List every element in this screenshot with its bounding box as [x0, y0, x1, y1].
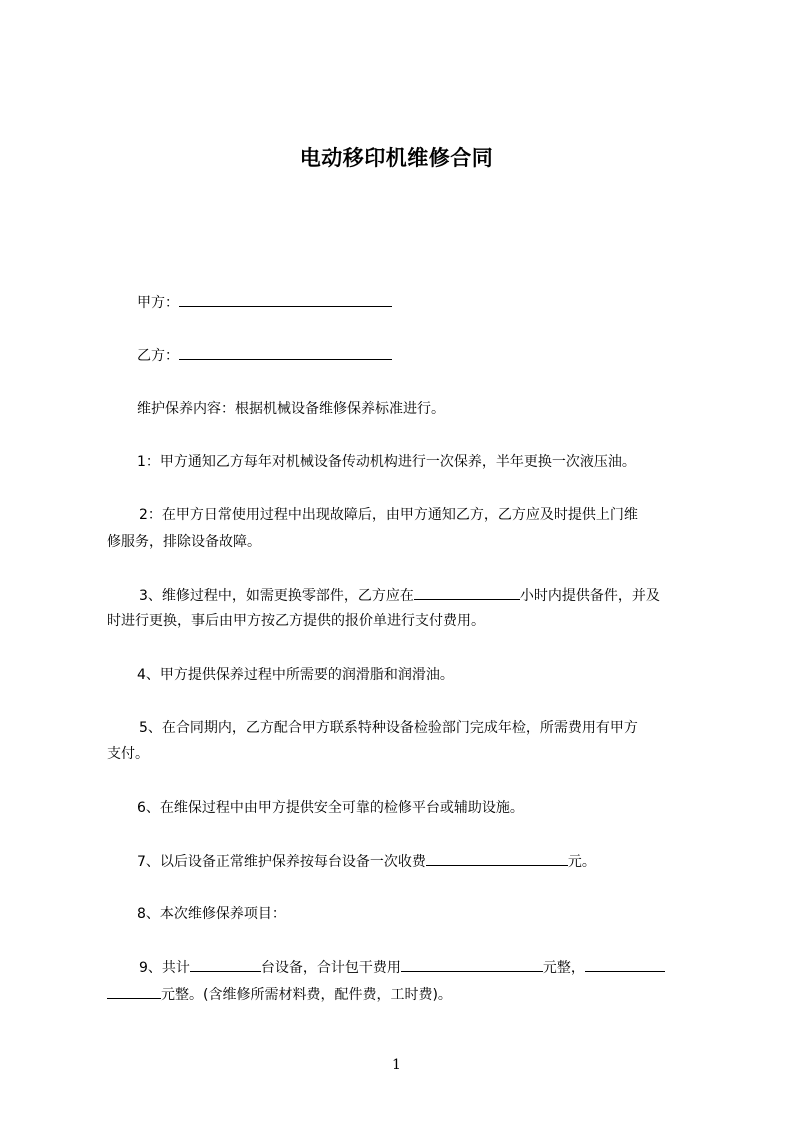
clause-9-text-a: 9、共计 — [139, 960, 190, 976]
clause-5-line-1: 5、在合同期内，乙方配合甲方联系特种设备检验部门完成年检，所需费用有甲方 — [139, 720, 638, 736]
clause-3-line-2: 时进行更换，事后由甲方按乙方提供的报价单进行支付费用。 — [107, 613, 485, 629]
clause-8: 8、本次维修保养项目： — [137, 906, 286, 922]
clause-9-amount-blank-a — [585, 958, 665, 972]
clause-7-fee-blank — [426, 852, 568, 866]
clause-2-line-2: 修服务，排除设备故障。 — [107, 534, 261, 550]
clause-7 — [137, 852, 737, 871]
document-title: 电动移印机维修合同 — [299, 146, 494, 170]
clause-1: 1：甲方通知乙方每年对机械设备传动机构进行一次保养，半年更换一次液压油。 — [137, 454, 636, 470]
maintenance-intro: 维护保养内容：根据机械设备维修保养标准进行。 — [137, 401, 445, 417]
clause-9-text-b: 台设备，合计包干费用 — [260, 960, 401, 976]
clause-3-hours-blank — [414, 586, 520, 600]
clause-3-text-a: 3、维修过程中，如需更换零部件，乙方应在 — [139, 588, 414, 604]
clause-9-text-c: 元整， — [542, 960, 585, 976]
clause-9-line-1 — [139, 958, 739, 977]
clause-6: 6、在维保过程中由甲方提供安全可靠的检修平台或辅助设施。 — [137, 800, 524, 816]
clause-9-amount-blank-b — [107, 985, 161, 999]
clause-7-text-a: 7、以后设备正常维护保养按每台设备一次收费 — [137, 854, 426, 870]
clause-2-line-1: 2：在甲方日常使用过程中出现故障后，由甲方通知乙方，乙方应及时提供上门维 — [139, 507, 638, 523]
clause-4: 4、甲方提供保养过程中所需要的润滑脂和润滑油。 — [137, 667, 454, 683]
party-b-blank — [179, 346, 392, 360]
clause-3-line-1 — [139, 586, 739, 605]
clause-3-text-b: 小时内提供备件，并及 — [519, 588, 660, 604]
party-a-blank — [179, 293, 392, 307]
party-b-line — [137, 346, 737, 365]
clause-5-line-2: 支付。 — [107, 746, 149, 762]
party-a-line — [137, 293, 737, 312]
page-number: 1 — [392, 1057, 401, 1073]
clause-9-count-blank — [190, 958, 261, 972]
clause-9-line-2 — [107, 985, 707, 1004]
party-b-label: 乙方： — [137, 348, 179, 364]
clause-9-total-blank — [401, 958, 543, 972]
party-a-label: 甲方： — [137, 295, 179, 311]
clause-9-text-d: 元整。(含维修所需材料费，配件费，工时费)。 — [161, 987, 452, 1003]
clause-7-text-b: 元。 — [567, 854, 596, 870]
